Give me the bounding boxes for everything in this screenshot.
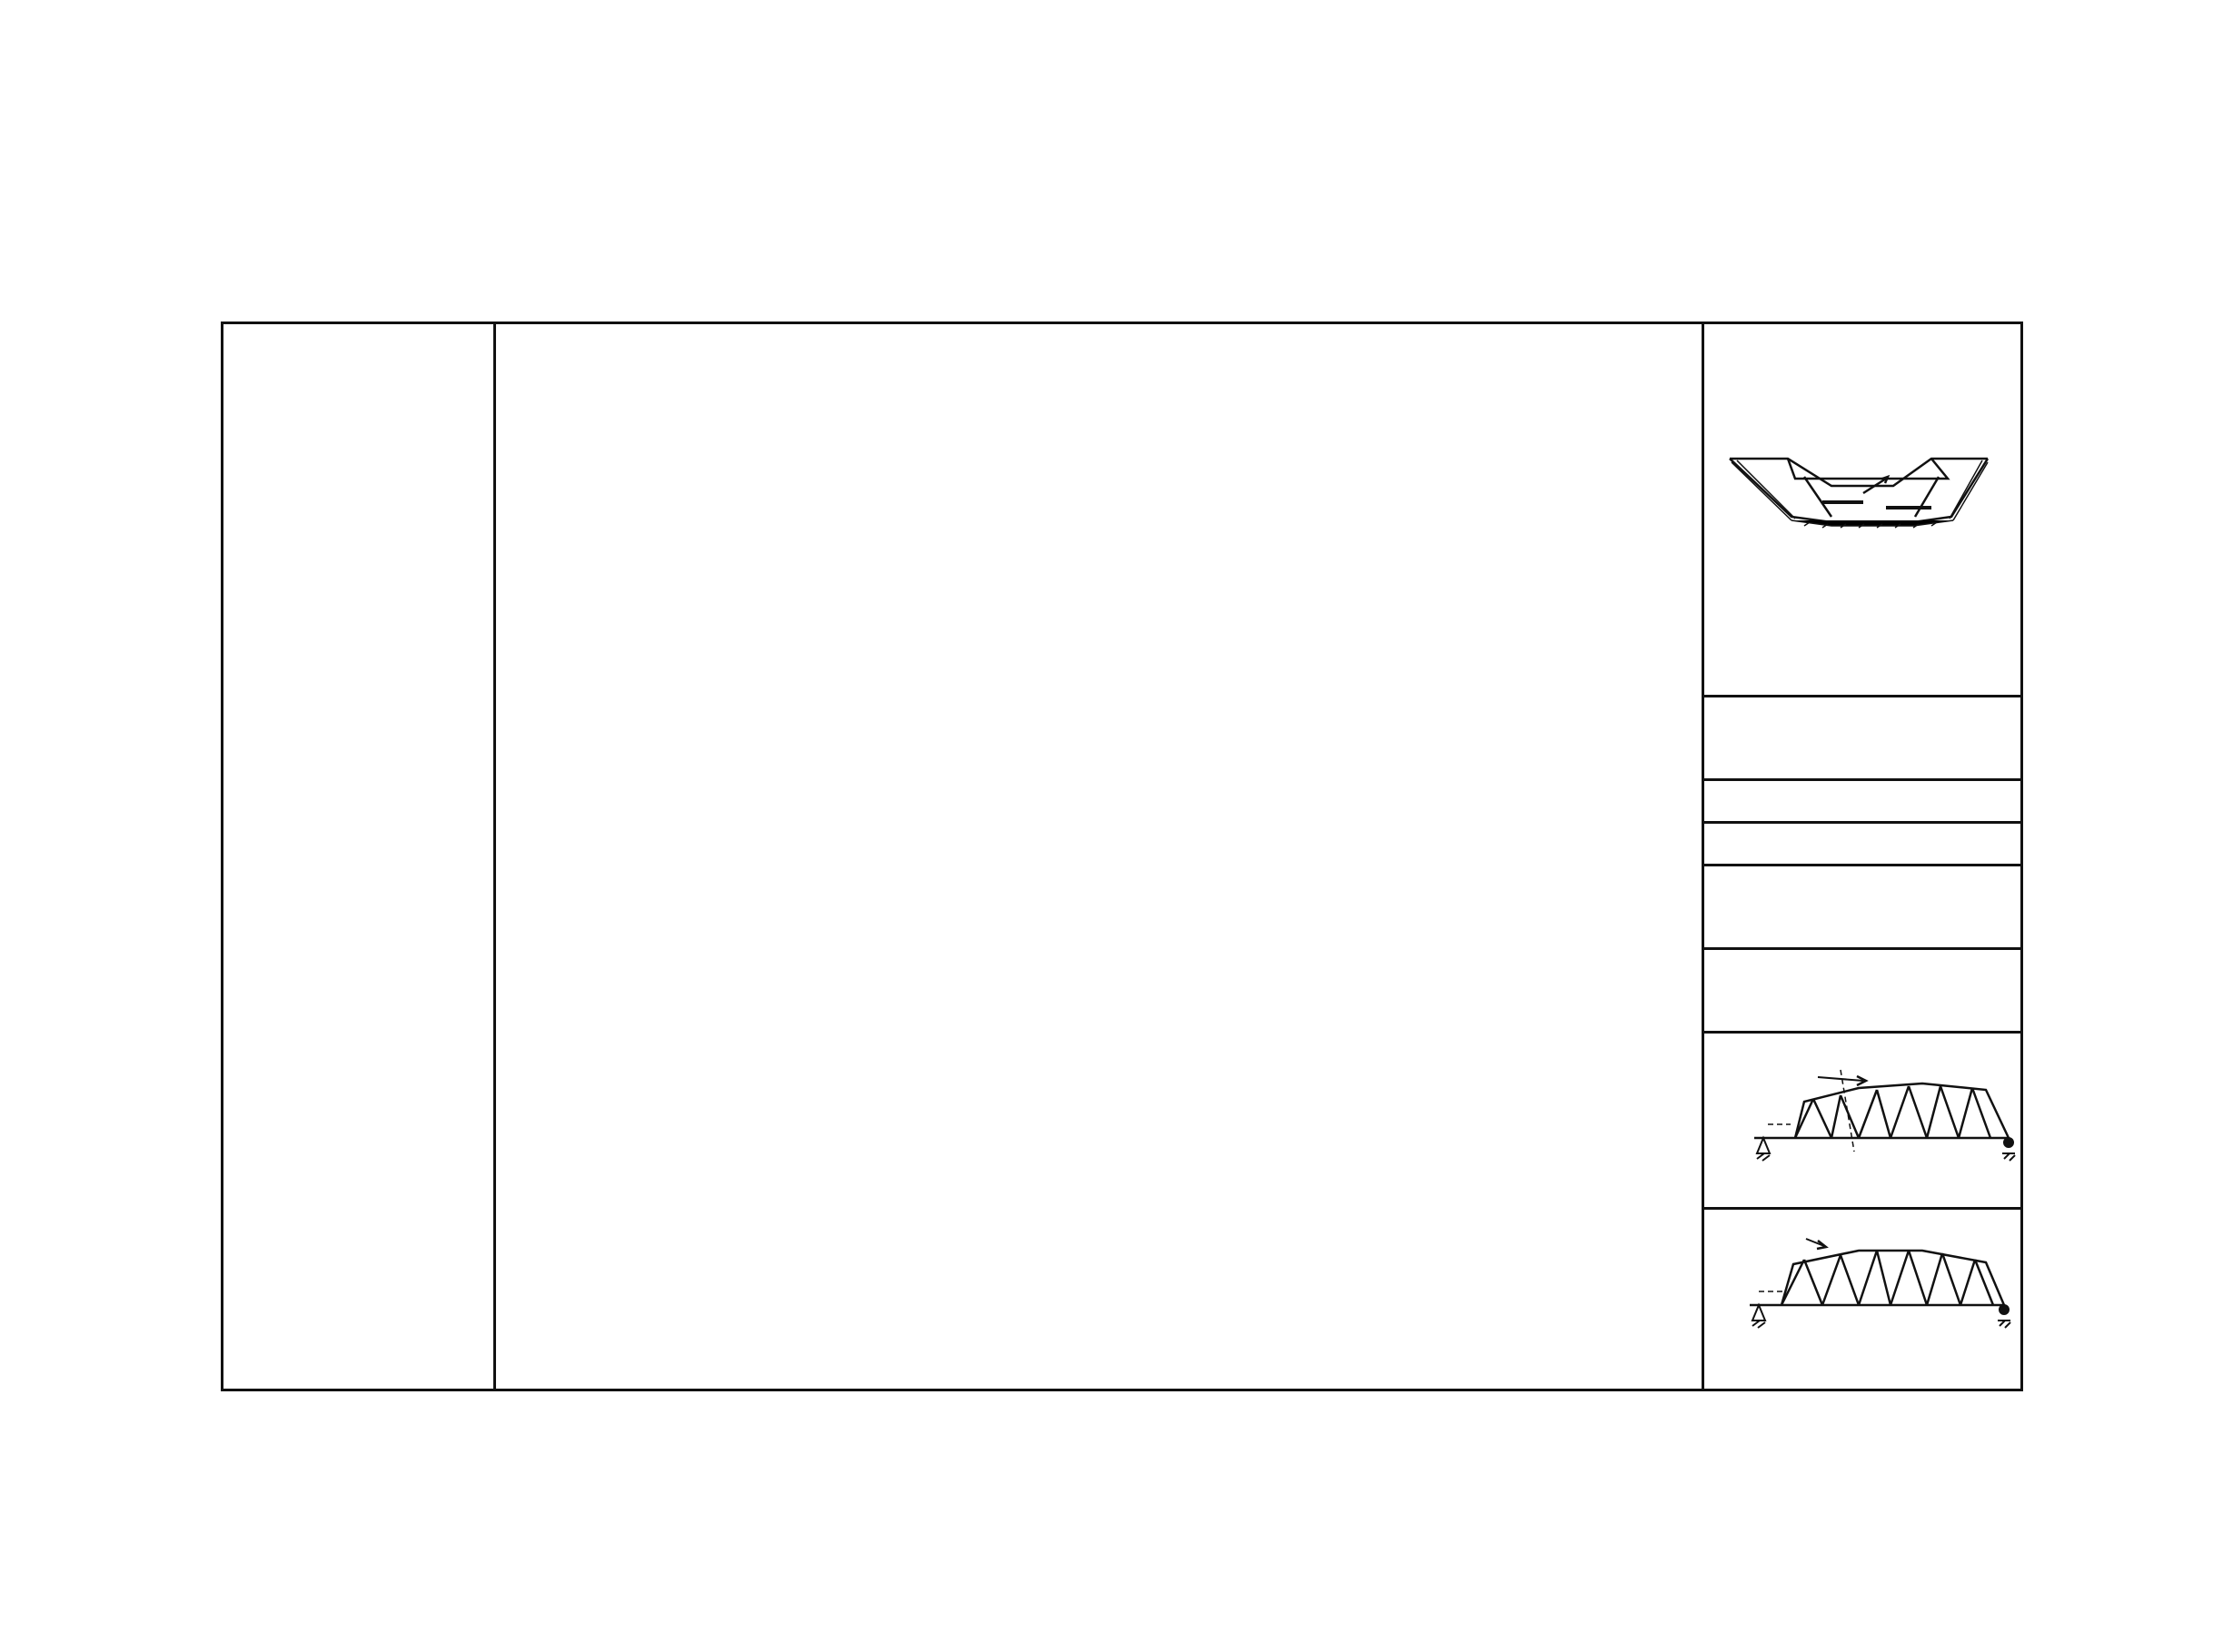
description-column bbox=[496, 324, 1704, 1389]
figure-cell-frame-bridge bbox=[1704, 324, 2020, 697]
frame-bridge-drawing bbox=[1704, 324, 2020, 697]
truss-chords-drawing bbox=[1704, 1034, 2020, 1210]
code-column bbox=[223, 324, 496, 1389]
figure-cell-empty bbox=[1704, 866, 2020, 950]
figure-cell-truss-lattice bbox=[1704, 1210, 2020, 1391]
figure-column bbox=[1704, 324, 2020, 1389]
figure-cell-empty bbox=[1704, 697, 2020, 781]
figure-cell-empty bbox=[1704, 950, 2020, 1034]
figure-cell-empty bbox=[1704, 781, 2020, 824]
truss-lattice-drawing bbox=[1704, 1210, 2020, 1391]
classification-table bbox=[221, 321, 2023, 1391]
figure-cell-empty bbox=[1704, 824, 2020, 866]
figure-cell-truss-chords bbox=[1704, 1034, 2020, 1210]
